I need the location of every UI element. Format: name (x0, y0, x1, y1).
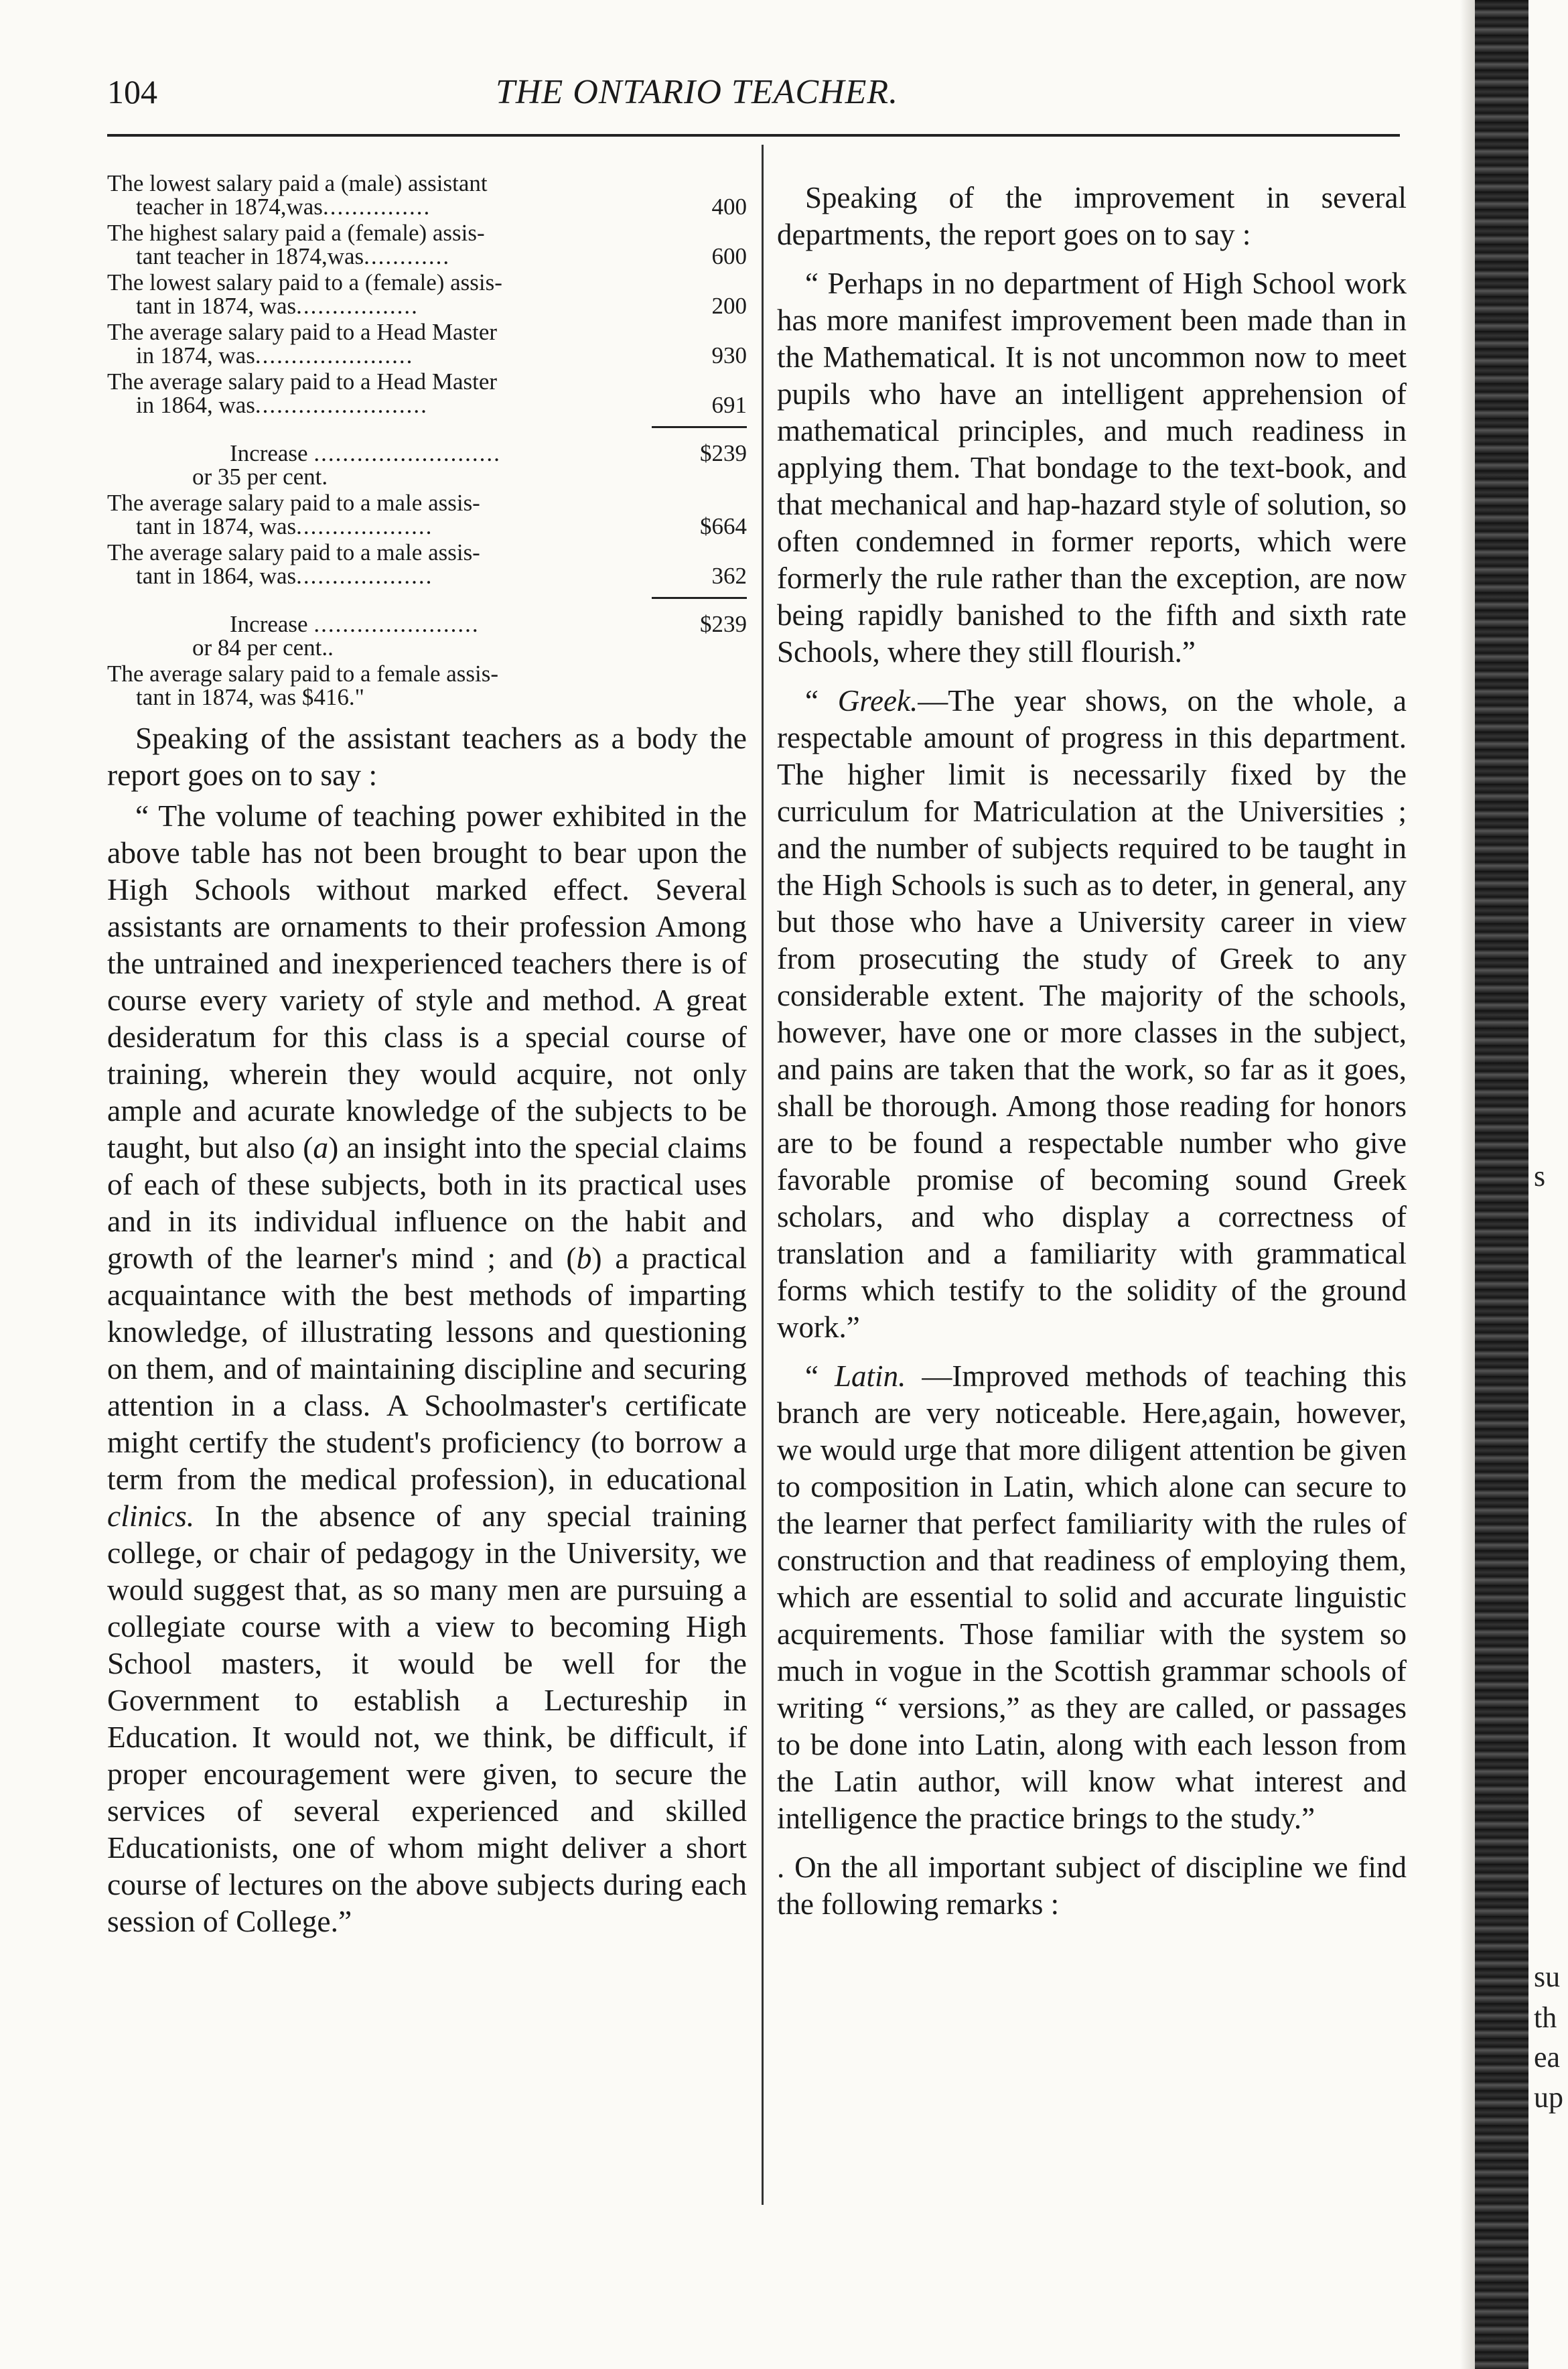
increase-label: Increase .......................... (230, 440, 501, 466)
increase-value: $239 (700, 611, 747, 637)
paragraph: “ Perhaps in no department of High School work has more manifest improvement been made than in the Mathematical. It is not uncommon now to meet pupils who have an intelligent apprehension of mathematical principles, and much readiness in applying them. That bondage to the text-book, and that mechanical and hap-hazard style of solution, so often condemned in former reports, which were formerly the rule rather than the exception, are now being rapidly banished to the fifth and sixth rate Schools, where they still flourish.” (777, 267, 1407, 669)
row-value: 930 (711, 342, 747, 368)
increase-percent: or 84 per cent.. (192, 634, 334, 661)
table-row (107, 491, 747, 538)
table-row (107, 320, 747, 367)
page-number: 104 (107, 73, 157, 111)
row-label-cont: tant in 1864, was................... (136, 563, 433, 589)
row-label: The lowest salary paid a (male) assistant (107, 170, 488, 196)
table-row (107, 172, 747, 218)
row-label: The average salary paid to a female assis- (107, 661, 499, 687)
bleed-letter: ea (1534, 2041, 1561, 2074)
paragraph: “ The volume of teaching power exhibited in the above table has not been brought to bear upon the High Schools without marked effect. Several assistants are ornaments to their profession Among the untrained and inexperienced teachers there is of course every variety of style and method. A great desideratum for this class is a special course of training, wherein they would acquire, not only ample and acurate knowledge of the subjects to be taught, but also (a) an insight into the special claims of each of these subjects, both in its practical uses and in its individual influence on the habit and growth of the learner's mind ; and (b) a practical acquaintance with the best methods of imparting knowledge, of illustrating lessons and questioning on them, and of maintaining discipline and securing attention in a class. A Schoolmaster's certificate might certify the student's proficiency (to borrow a term from the medical profession), in educational clinics. In the absence of any special training college, or chair of pedagogy in the University, we would suggest that, as so many men are pursuing a collegiate course with a view to becoming High School masters, it would be well for the Government to establish a Lectureship in Education. It would not, we think, be difficult, if proper encouragement were given, to secure the services of several experienced and skilled Educationists, one of whom might deliver a short course of lectures on the above subjects during each session of College.” (107, 799, 747, 1938)
table-row (107, 370, 747, 417)
row-value: 400 (711, 194, 747, 220)
increase-percent: or 35 per cent. (192, 464, 328, 490)
paragraph-latin: “ Latin. —Improved methods of teaching this branch are very noticeable. Here,again, however, we would urge that more diligent attention be given to composition in Latin, which alone can secure to the learner that perfect familiarity with the rules of construction and that readiness of employing them, which are essential to solid and accurate linguistic acquirements. Those familiar with the system so much in vogue in the Scottish grammar schools of writing “ versions,” as they are called, or passages to be done into Latin, along with each lesson from the Latin author, will know what interest and intelligence the practice brings to the study.” (777, 1359, 1407, 1835)
paragraph: . On the all important subject of discipline we find the following remarks : (777, 1850, 1407, 1921)
row-label-cont: tant in 1874, was $416." (136, 684, 364, 710)
table-row (107, 541, 747, 588)
increase-row (107, 612, 747, 659)
left-body (107, 720, 747, 1940)
row-value: 600 (711, 243, 747, 269)
row-value: $664 (700, 513, 747, 539)
paragraph: Speaking of the improvement in several departments, the report goes on to say : (777, 181, 1407, 251)
increase-label: Increase ....................... (230, 611, 480, 637)
bleed-letter: th (1534, 2001, 1557, 2034)
bleed-letter: s (1534, 1160, 1546, 1193)
sum-rule (652, 426, 747, 428)
row-label: The average salary paid to a Head Master (107, 368, 498, 395)
left-column (107, 172, 747, 1940)
row-label-cont: in 1874, was...................... (136, 342, 414, 368)
table-row (107, 662, 747, 709)
right-column (777, 180, 1407, 1923)
row-label: The highest salary paid a (female) assis- (107, 220, 485, 246)
row-label-cont: tant in 1874, was................. (136, 293, 419, 319)
row-label-cont: teacher in 1874,was............... (136, 194, 431, 220)
bleed-letter: up (1534, 2081, 1563, 2114)
salary-table (107, 172, 747, 709)
sum-rule (652, 597, 747, 599)
header-rule (107, 134, 1400, 137)
column-divider (762, 145, 764, 2205)
row-value: 691 (711, 392, 747, 418)
scan-shadow (1460, 0, 1475, 2369)
row-label-cont: tant teacher in 1874,was............ (136, 243, 451, 269)
row-label: The average salary paid to a male assis- (107, 490, 480, 516)
row-label: The average salary paid to a Head Master (107, 319, 498, 345)
row-label-cont: in 1864, was........................ (136, 392, 428, 418)
increase-value: $239 (700, 440, 747, 466)
running-head: THE ONTARIO TEACHER. (496, 73, 899, 111)
increase-row (107, 442, 747, 488)
paragraph-greek: “ Greek.—The year shows, on the whole, a respectable amount of progress in this department. The higher limit is necessarily fixed by the curriculum for Matriculation at the Universities ; and the number of subjects required to be taught in the High Schools is such as to deter, in general, any but those who have a University career in view from prosecuting the study of Greek to any considerable extent. The majority of the schools, however, have one or more classes in the subject, and pains are taken that the work, so far as it goes, shall be thorough. Among those reading for honors are to be found a respectable number who give favorable promise of becoming sound Greek scholars, and who display a correctness of translation and a familiarity with grammatical forms which testify to the solidity of the ground work.” (777, 684, 1407, 1344)
bleed-letter: su (1534, 1960, 1561, 1993)
table-row (107, 271, 747, 318)
row-value: 362 (711, 563, 747, 589)
scan-binding-edge (1475, 0, 1528, 2369)
paragraph: Speaking of the assistant teachers as a body the report goes on to say : (107, 721, 747, 792)
row-label-cont: tant in 1874, was................... (136, 513, 433, 539)
row-label: The average salary paid to a male assis- (107, 539, 480, 565)
row-value: 200 (711, 293, 747, 319)
row-label: The lowest salary paid to a (female) assis- (107, 269, 502, 295)
table-row (107, 221, 747, 268)
